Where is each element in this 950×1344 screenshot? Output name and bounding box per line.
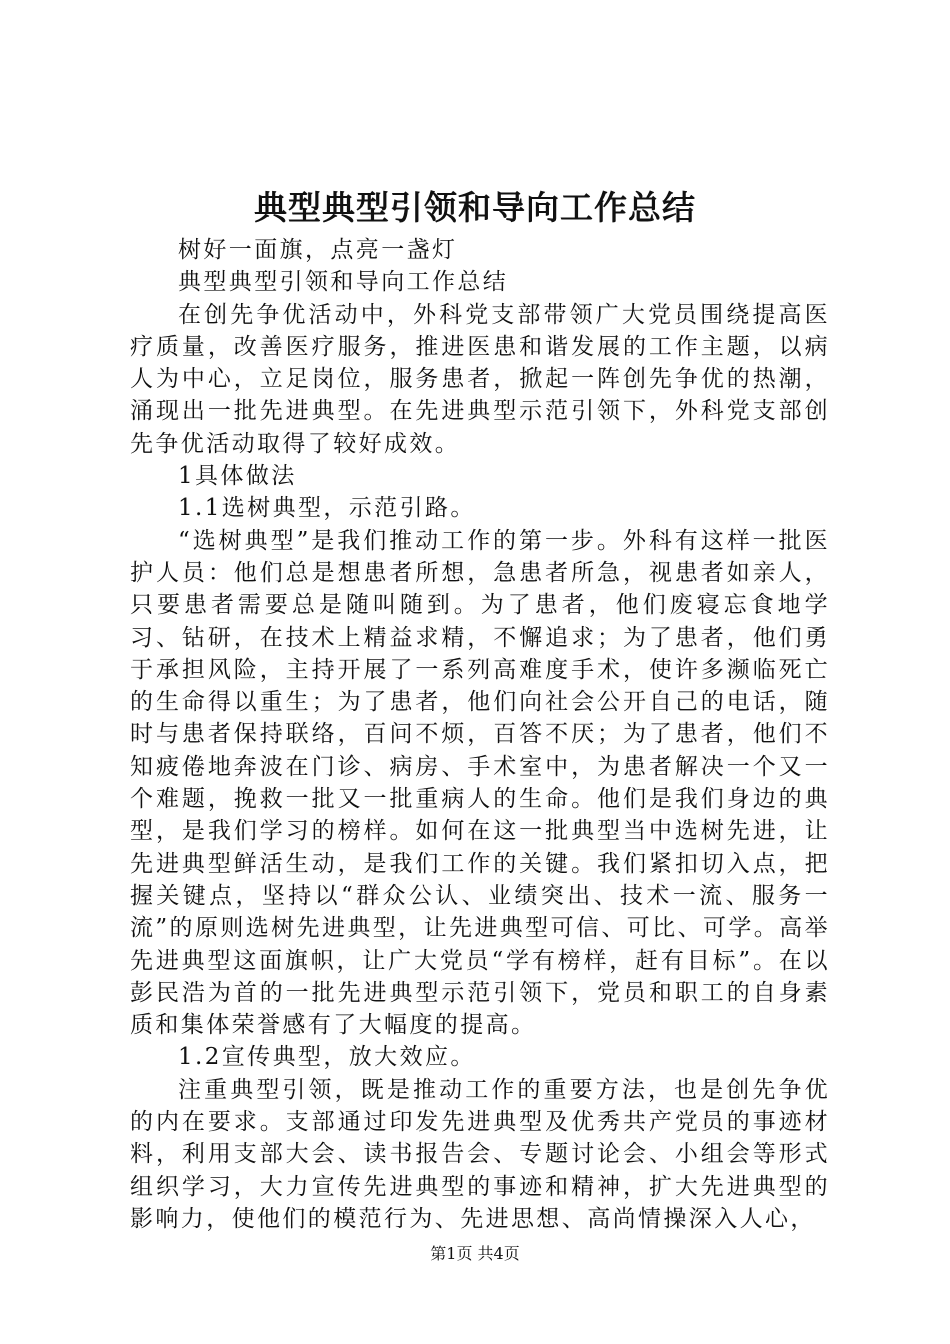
paragraph-intro: 在创先争优活动中，外科党支部带领广大党员围绕提高医疗质量，改善医疗服务，推进医患和谐发展的工作主题，以病人为中心，立足岗位，服务患者，掀起一阵创先争优的热潮，涌现出一批先进典型。在先进典型示范引领下，外科党支部创先争优活动取得了较好成效。	[130, 301, 830, 457]
paragraph-select-models: “选树典型”是我们推动工作的第一步。外科有这样一批医护人员：他们总是想患者所想，急患者所急，视患者如亲人，只要患者需要总是随叫随到。为了患者，他们废寝忘食地学习、钻研，在技术上精益求精，不懈追求；为了患者，他们勇于承担风险，主持开展了一系列高难度手术，使许多濒临死亡的生命得以重生；为了患者，他们向社会公开自己的电话，随时与患者保持联络，百问不烦，百答不厌；为了患者，他们不知疲倦地奔波在门诊、病房、手术室中，为患者解决一个又一个难题，挽救一批又一批重病人的生命。他们是我们身边的典型，是我们学习的榜样。如何在这一批典型当中选树先进，让先进典型鲜活生动，是我们工作的关键。我们紧扣切入点，把握关键点，坚持以“群众公认、业绩突出、技术一流、服务一流”的原则选树先进典型，让先进典型可信、可比、可学。高举先进典型这面旗帜，让广大党员“学有榜样，赶有目标”。在以彭民浩为首的一批先进典型示范引领下，党员和职工的自身素质和集体荣誉感有了大幅度的提高。	[130, 527, 830, 1039]
section-heading-1-2: 1.2宣传典型，放大效应。	[178, 1044, 476, 1071]
section-heading-1-1: 1.1选树典型，示范引路。	[178, 495, 476, 522]
paragraph-publicize-models: 注重典型引领，既是推动工作的重要方法，也是创先争优的内在要求。支部通过印发先进典型及优秀共产党员的事迹材料，利用支部大会、读书报告会、专题讨论会、小组会等形式组织学习，大力宣传先进典型的事迹和精神，扩大先进典型的影响力，使他们的模范行为、先进思想、高尚情操深入人心，	[130, 1076, 830, 1232]
document-body	[130, 234, 830, 1235]
paragraph-slogan: 树好一面旗，点亮一盏灯	[178, 237, 458, 263]
page-footer: 第1页 共4页	[430, 1244, 520, 1263]
document-title: 典型典型引领和导向工作总结	[254, 188, 696, 227]
paragraph-subtitle: 典型典型引领和导向工作总结	[178, 269, 509, 296]
section-heading-1: 1具体做法	[178, 463, 297, 490]
